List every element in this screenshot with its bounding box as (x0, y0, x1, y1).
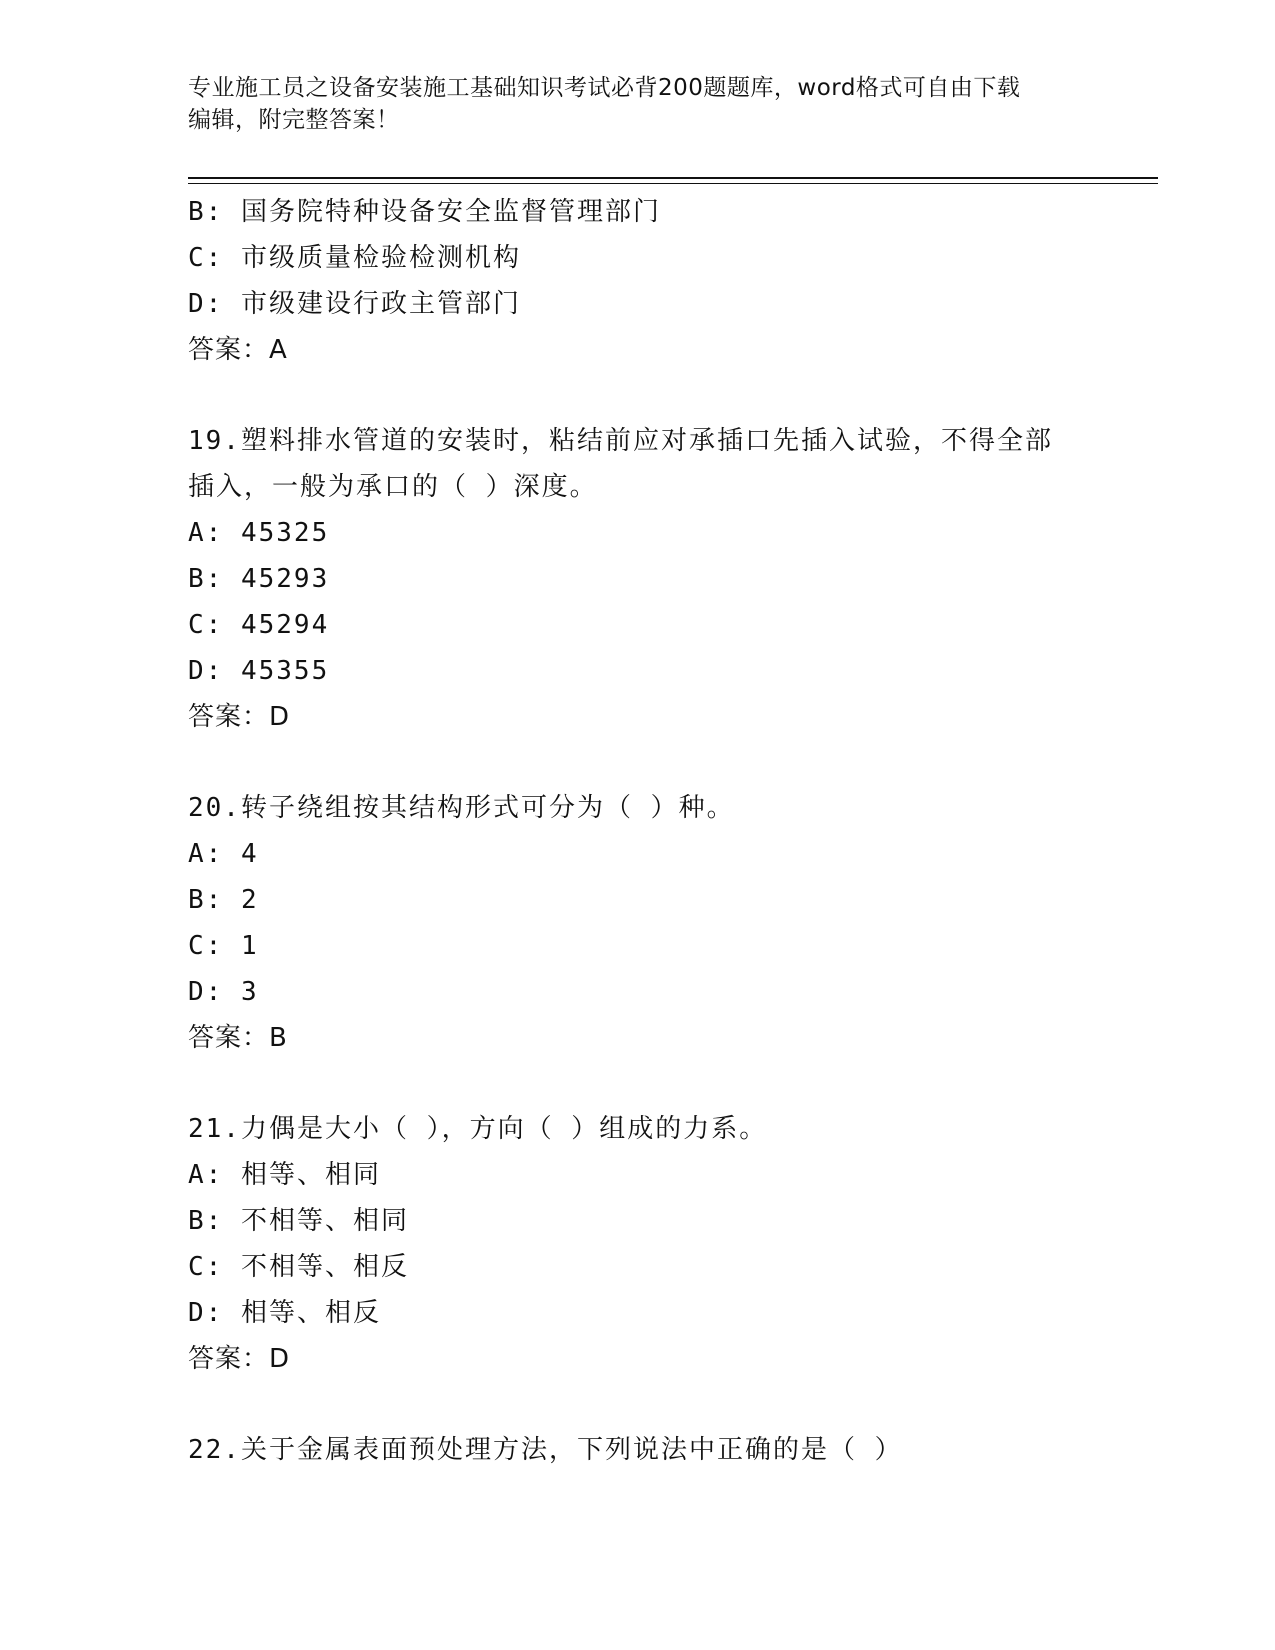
question-stem: 19.塑料排水管道的安装时，粘结前应对承插口先插入试验，不得全部 (188, 426, 1053, 456)
option-a: A: 相等、相同 (188, 1160, 381, 1190)
option-a: A: 45325 (188, 518, 330, 548)
answer-line: 答案：D (188, 702, 291, 732)
option-d: D: 相等、相反 (188, 1298, 381, 1328)
option-b: B: 2 (188, 885, 259, 915)
question-stem: 22.关于金属表面预处理方法，下列说法中正确的是（ ） (188, 1435, 903, 1465)
question-22 (188, 1427, 1108, 1473)
question-stem: 21.力偶是大小（ ），方向（ ）组成的力系。 (188, 1114, 768, 1144)
header-title-line-1: 专业施工员之设备安装施工基础知识考试必背200题题库，word格式可自由下载 (188, 75, 1021, 101)
header-divider-thin (188, 183, 1158, 184)
question-stem-continued: 插入，一般为承口的（ ）深度。 (188, 472, 598, 502)
option-c: C: 45294 (188, 610, 330, 640)
question-stem: 20.转子绕组按其结构形式可分为（ ）种。 (188, 793, 735, 823)
answer-line: 答案：A (188, 335, 288, 365)
option-c: C: 市级质量检验检测机构 (188, 243, 521, 273)
spacer (188, 373, 1108, 418)
document-header (188, 72, 1088, 136)
answer-line: 答案：B (188, 1023, 288, 1053)
header-divider-thick (188, 177, 1158, 179)
spacer (188, 1061, 1108, 1106)
option-d: D: 市级建设行政主管部门 (188, 289, 521, 319)
spacer (188, 1382, 1108, 1427)
option-c: C: 1 (188, 931, 259, 961)
option-d: D: 3 (188, 977, 259, 1007)
question-21 (188, 1106, 1108, 1382)
question-list (188, 189, 1108, 1473)
option-d: D: 45355 (188, 656, 330, 686)
answer-line: 答案：D (188, 1344, 291, 1374)
option-c: C: 不相等、相反 (188, 1252, 409, 1282)
question-18 (188, 189, 1108, 373)
header-title-line-2: 编辑，附完整答案！ (188, 107, 400, 133)
option-b: B: 45293 (188, 564, 330, 594)
question-19 (188, 418, 1108, 740)
question-20 (188, 785, 1108, 1061)
option-b: B: 不相等、相同 (188, 1206, 409, 1236)
spacer (188, 740, 1108, 785)
option-a: A: 4 (188, 839, 259, 869)
option-b: B: 国务院特种设备安全监督管理部门 (188, 197, 661, 227)
